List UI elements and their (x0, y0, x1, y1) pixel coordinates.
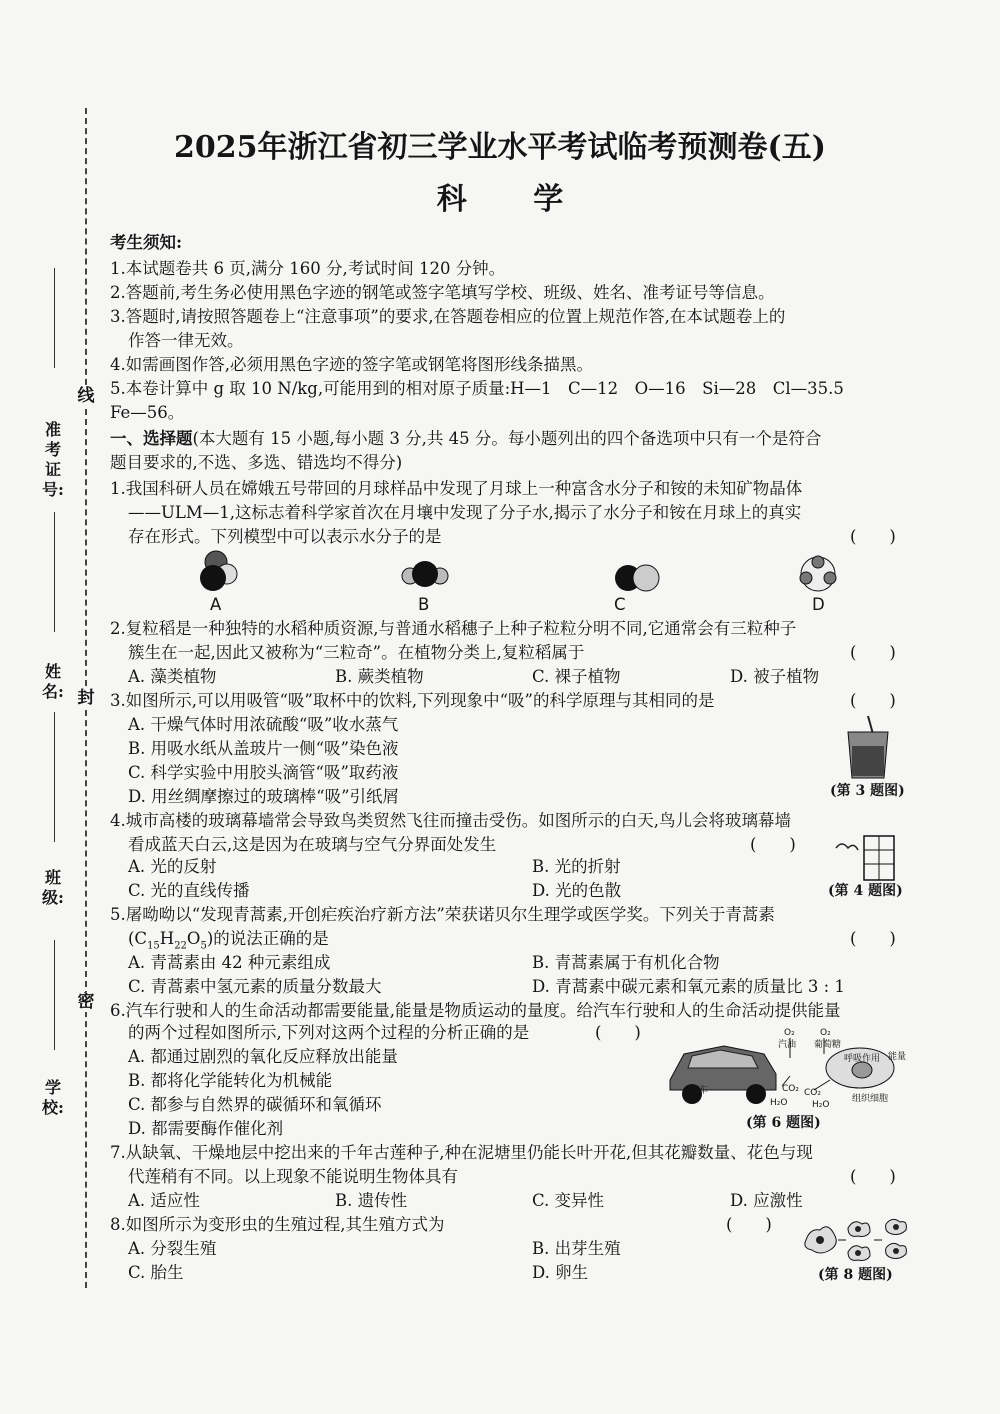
field-line-name (54, 512, 55, 632)
amoeba-division-figure (800, 1214, 910, 1264)
notice-item: 3.答题时,请按照答题卷上“注意事项”的要求,在答题卷相应的位置上规范作答,在本试题卷上的 (110, 307, 786, 326)
q3-caption: (第 3 题图) (830, 783, 905, 799)
bird-icon (836, 844, 858, 850)
q5-option-c: C. 青蒿素中氢元素的质量分数最大 (128, 977, 382, 996)
notice-item: 5.本卷计算中 g 取 10 N/kg,可能用到的相对原子质量:H—1 C—12 O—16 Si—28 Cl—35.5 (110, 379, 844, 398)
fig6-label-co2b: CO₂ (804, 1088, 821, 1098)
q1-option-a: A (210, 595, 222, 614)
answer-paren: ( ) (850, 643, 896, 662)
answer-paren: ( ) (850, 691, 896, 710)
q7-stem: 代莲稍有不同。以上现象不能说明生物体具有 (128, 1167, 458, 1186)
q4-stem: 看成蓝天白云,这是因为在玻璃与空气分界面处发生 (128, 835, 497, 854)
field-line-class (54, 712, 55, 842)
q1-stem: ——ULM—1,这标志着科学家首次在月壤中发现了分子水,揭示了水分子和铵在月球上的真实 (128, 503, 802, 522)
model-d (800, 556, 836, 591)
notice-item: 4.如需画图作答,必须用黑色字迹的签字笔或钢笔将图形线条描黑。 (110, 355, 593, 374)
q2-option-d: D. 被子植物 (730, 667, 820, 686)
model-b (402, 561, 448, 587)
q6-option-d: D. 都需要酶作催化剂 (128, 1119, 284, 1138)
q8-option-c: C. 胎生 (128, 1263, 184, 1282)
q1-stem: 存在形式。下列模型中可以表示水分子的是 (128, 527, 442, 546)
q8-stem: 8.如图所示为变形虫的生殖过程,其生殖方式为 (110, 1215, 445, 1234)
q8-option-b: B. 出芽生殖 (532, 1239, 621, 1258)
q2-stem: 2.复粒稻是一种独特的水稻种质资源,与普通水稻穗子上种子粒粒分明不同,它通常会有三粒种子 (110, 619, 797, 638)
field-label-school: 学校: (42, 1078, 64, 1117)
section-desc: 题目要求的,不选、多选、错选均不得分) (110, 453, 403, 472)
q6-caption: (第 6 题图) (746, 1115, 821, 1131)
q6-option-b: B. 都将化学能转化为机械能 (128, 1071, 333, 1090)
q2-option-b: B. 蕨类植物 (335, 667, 424, 686)
q1-option-b: B (418, 595, 430, 614)
q8-option-d: D. 卵生 (532, 1263, 589, 1282)
field-label-exam-id: 准考证号: (42, 420, 64, 499)
answer-paren: ( ) (595, 1023, 641, 1042)
q1-stem: 1.我国科研人员在嫦娥五号带回的月球样品中发现了月球上一种富含水分子和铵的未知矿物晶体 (110, 479, 803, 498)
fig6-label-respiration: 呼吸作用 (844, 1054, 881, 1064)
fig6-label-h2ob: H₂O (812, 1100, 830, 1110)
fig6-label-o2b: O₂ (820, 1028, 831, 1038)
fig6-label-car: 汽车 (690, 1086, 709, 1096)
q4-option-d: D. 光的色散 (532, 881, 622, 900)
section-heading-line: 一、选择题(本大题有 15 小题,每小题 3 分,共 45 分。每小题列出的四个备选项中只有一个是符合 (110, 429, 822, 448)
q6-option-c: C. 都参与自然界的碳循环和氧循环 (128, 1095, 382, 1114)
fig6-label-h2oa: H₂O (770, 1098, 788, 1108)
q3-option-a: A. 干燥气体时用浓硫酸“吸”收水蒸气 (128, 715, 399, 734)
answer-paren: ( ) (850, 1167, 896, 1186)
notice-item: 1.本试题卷共 6 页,满分 160 分,考试时间 120 分钟。 (110, 259, 506, 278)
mark-mi: 密 (77, 992, 95, 1012)
q4-option-b: B. 光的折射 (532, 857, 621, 876)
q4-stem: 4.城市高楼的玻璃幕墙常会导致鸟类贸然飞往而撞击受伤。如图所示的白天,鸟儿会将玻璃幕墙 (110, 811, 791, 830)
q3-option-c: C. 科学实验中用胶头滴管“吸”取药液 (128, 763, 399, 782)
notice-item: 作答一律无效。 (128, 331, 244, 350)
answer-paren: ( ) (750, 835, 796, 854)
page-title: 2025年浙江省初三学业水平考试临考预测卷(五) (174, 130, 826, 165)
q7-option-b: B. 遗传性 (335, 1191, 408, 1210)
fig6-label-o2a: O₂ (784, 1028, 795, 1038)
field-line-exam-id (54, 268, 55, 368)
model-a (200, 551, 237, 591)
model-c (615, 565, 659, 591)
fig6-label-gasoline: 汽油 (778, 1040, 797, 1050)
q7-option-a: A. 适应性 (128, 1191, 200, 1210)
mark-xian: 线 (77, 386, 95, 406)
q5-stem: 5.屠呦呦以“发现青蒿素,开创疟疾治疗新方法”荣获诺贝尔生理学或医学奖。下列关于青蒿素 (110, 905, 775, 924)
fig6-label-energy: 能量 (888, 1052, 907, 1062)
notice-item: Fe—56。 (110, 403, 185, 422)
q3-stem: 3.如图所示,可以用吸管“吸”取杯中的饮料,下列现象中“吸”的科学原理与其相同的是 (110, 691, 715, 710)
straw-cup-figure (838, 712, 898, 782)
q1-option-d: D (812, 595, 825, 614)
field-line-school (54, 940, 55, 1050)
q2-option-c: C. 裸子植物 (532, 667, 621, 686)
q3-option-d: D. 用丝绸摩擦过的玻璃棒“吸”引纸屑 (128, 787, 400, 806)
q6-stem: 6.汽车行驶和人的生命活动都需要能量,能量是物质运动的量度。给汽车行驶和人的生命活动提供能量 (110, 1001, 841, 1020)
notice-heading: 考生须知: (110, 233, 183, 252)
q8-caption: (第 8 题图) (818, 1267, 893, 1283)
q8-option-a: A. 分裂生殖 (128, 1239, 217, 1258)
q7-stem: 7.从缺氧、干燥地层中挖出来的千年古莲种子,种在泥塘里仍能长叶开花,但其花瓣数量、花色与现 (110, 1143, 813, 1162)
q5-option-b: B. 青蒿素属于有机化合物 (532, 953, 720, 972)
q5-stem-formula: $(C_{15}H_{22}O_5)$的说法正确的是 (128, 929, 329, 952)
subject-title: 科 学 (436, 182, 592, 217)
q1-molecule-models (180, 544, 880, 598)
q7-option-c: C. 变异性 (532, 1191, 605, 1210)
q6-stem: 的两个过程如图所示,下列对这两个过程的分析正确的是 (128, 1023, 530, 1042)
q2-option-a: A. 藻类植物 (128, 667, 217, 686)
answer-paren: ( ) (850, 929, 896, 948)
q5-option-d: D. 青蒿素中碳元素和氧元素的质量比 3 : 1 (532, 977, 845, 996)
fig6-label-co2a: CO₂ (782, 1084, 799, 1094)
q4-caption: (第 4 题图) (828, 883, 903, 899)
mark-feng: 封 (77, 688, 95, 708)
answer-paren: ( ) (726, 1215, 772, 1234)
fig6-label-tissue: 组织细胞 (852, 1094, 889, 1104)
q7-option-d: D. 应激性 (730, 1191, 803, 1210)
q5-option-a: A. 青蒿素由 42 种元素组成 (128, 953, 331, 972)
glass-wall-bird-figure (830, 832, 900, 884)
fig6-label-glucose: 葡萄糖 (814, 1040, 842, 1050)
q3-option-b: B. 用吸水纸从盖玻片一侧“吸”染色液 (128, 739, 399, 758)
q6-option-a: A. 都通过剧烈的氧化反应释放出能量 (128, 1047, 398, 1066)
q2-stem: 簇生在一起,因此又被称为“三粒奇”。在植物分类上,复粒稻属于 (128, 643, 585, 662)
notice-item: 2.答题前,考生务必使用黑色字迹的钢笔或签字笔填写学校、班级、姓名、准考证号等信息。 (110, 283, 775, 302)
field-label-class: 班级: (42, 868, 64, 907)
answer-paren: ( ) (850, 527, 896, 546)
field-label-name: 姓名: (42, 662, 64, 701)
q1-option-c: C (614, 595, 626, 614)
q4-option-a: A. 光的反射 (128, 857, 217, 876)
q4-option-c: C. 光的直线传播 (128, 881, 250, 900)
